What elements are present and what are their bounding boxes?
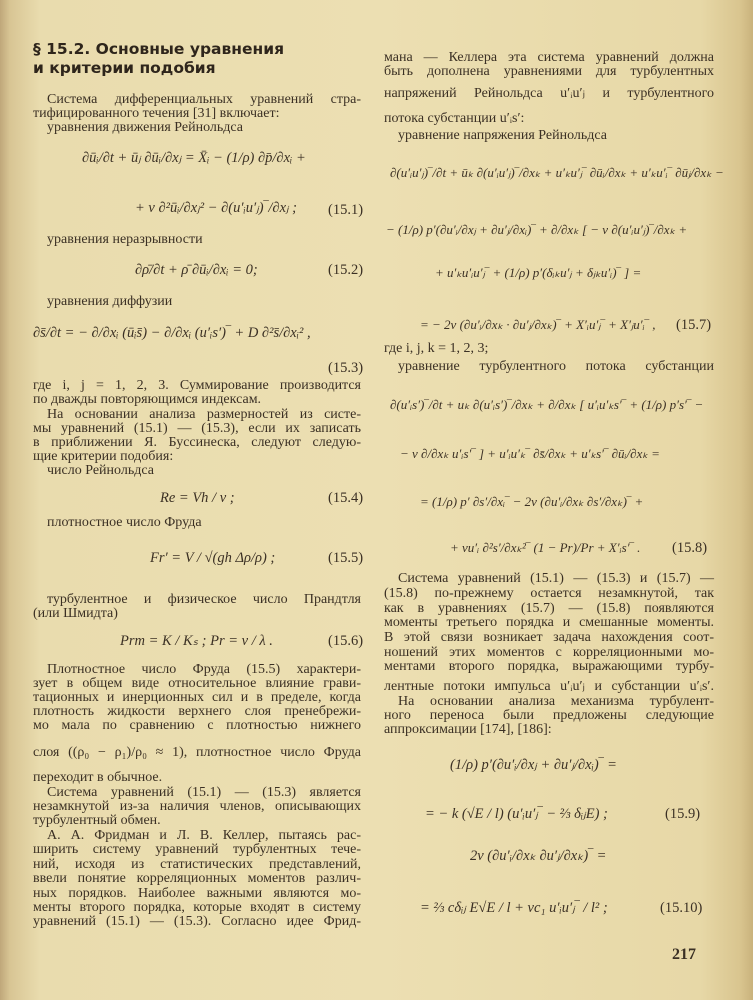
- text-line: Система уравнений (15.1) — (15.3) и (15.7) —: [398, 571, 714, 586]
- text-line: уравнения диффузии: [47, 294, 173, 309]
- text-line: щие критерии подобия:: [33, 449, 174, 464]
- equation-15-8-d: + νu′ᵢ ∂²s′/∂xₖ²‾ (1 − Pr)/Pr + X′ᵢs′‾ .: [450, 540, 641, 555]
- text-line: Система уравнений (15.1) — (15.3) является: [47, 785, 361, 800]
- equation-number: (15.9): [665, 806, 701, 822]
- text-line: уравнения движения Рейнольдса: [47, 120, 244, 135]
- text-line: лентные потоки импульса u′ᵢu′ⱼ и субстанции u′ᵢs′.: [384, 679, 714, 694]
- text-line: ного переноса были предложены следующие: [384, 708, 714, 723]
- text-line: ширить систему уравнений турбулентных тече-: [33, 842, 361, 857]
- equation-number: (15.10): [660, 900, 703, 916]
- text-line: ношений этих моментов с корреляционными мо-: [384, 645, 714, 660]
- text-line: (15.8) по-прежнему остается незамкнутой, так: [384, 586, 714, 601]
- equation-15-1-a: ∂ūᵢ/∂t + ūⱼ ∂ūᵢ/∂xⱼ = X̄ᵢ − (1/ρ) ∂p̄/∂xᵢ +: [82, 150, 306, 166]
- text-line: тифицированного течения [31] включает:: [33, 106, 280, 121]
- text-line: турбулентное и физическое число Прандтля: [47, 592, 361, 607]
- text-line: аппроксимации [174], [186]:: [384, 722, 552, 737]
- text-line: переходит в обычное.: [33, 770, 163, 785]
- text-line: А. А. Фридман и Л. В. Келлер, пытаясь рас-: [47, 828, 361, 843]
- equation-15-4: Re = Vh / ν ;: [160, 490, 235, 506]
- equation-number: (15.4): [328, 490, 364, 506]
- section-heading-line2: и критерии подобия: [33, 59, 216, 77]
- equation-15-9-b: = − k (√E / l) (u′ᵢu′ⱼ‾ − ⅔ δᵢⱼE) ;: [425, 806, 608, 822]
- text-line: уравнений (15.1) — (15.3). Согласно идее Фрид-: [33, 914, 361, 929]
- equation-15-2: ∂ρ̄/∂t + ρ̄ ∂ūᵢ/∂xᵢ = 0;: [135, 262, 258, 278]
- text-line: уравнения неразрывности: [47, 232, 203, 247]
- text-line: слоя ((ρ₀ − ρ₁)/ρ₀ ≈ 1), плотностное число Фруда: [33, 745, 361, 760]
- text-line: тационных и инерционных сил и в пределе, когда: [33, 690, 361, 705]
- equation-number: (15.6): [328, 633, 364, 649]
- text-line: быть дополнена уравнениями для турбулентных: [384, 64, 714, 79]
- equation-number: (15.3): [328, 360, 364, 376]
- text-line: напряжений Рейнольдса u′ᵢu′ⱼ и турбулентного: [384, 86, 714, 101]
- equation-15-9-a: (1/ρ) p′(∂u′ᵢ/∂xⱼ + ∂u′ⱼ/∂xᵢ)‾ =: [450, 757, 617, 773]
- equation-15-1-b: + ν ∂²ūᵢ/∂xⱼ² − ∂(u′ᵢu′ⱼ)‾/∂xⱼ ;: [135, 200, 298, 216]
- equation-15-8-c: = (1/ρ) p′ ∂s′/∂xᵢ‾ − 2ν (∂u′ᵢ/∂xₖ ∂s′/∂xₖ)‾ +: [420, 494, 644, 509]
- text-line: число Рейнольдса: [47, 463, 154, 478]
- equation-15-6: Prт = K / Kₛ ; Pr = ν / λ .: [120, 633, 273, 649]
- text-line: ний, исходя из статистических представлений,: [33, 857, 361, 872]
- text-line: незамкнутой из-за наличия членов, описывающих: [33, 799, 361, 814]
- equation-15-10-b: = ⅔ cδᵢⱼ E√E / l + νc₁ u′ᵢu′ⱼ‾ / l² ;: [420, 900, 608, 916]
- text-line: На основании анализа механизма турбулент-: [398, 694, 714, 709]
- text-line: по дважды повторяющимся индексам.: [33, 392, 262, 407]
- text-line: Система дифференциальных уравнений стра-: [47, 92, 361, 107]
- text-line: уравнение турбулентного потока субстанции: [398, 359, 714, 374]
- equation-15-7-c: + u′ₖu′ᵢu′ⱼ‾ + (1/ρ) p′(δᵢₖu′ⱼ + δⱼₖu′ᵢ)‾ ] =: [435, 265, 642, 280]
- text-line: зует в общем виде относительное влияние грави-: [33, 676, 361, 691]
- equation-15-8-a: ∂(u′ᵢs′)‾/∂t + uₖ ∂(u′ᵢs′)‾/∂xₖ + ∂/∂xₖ [ u′ᵢu′ₖs′‾ + (1/ρ) p′s′‾ −: [390, 397, 704, 412]
- text-line: плотностное число Фруда: [47, 515, 202, 530]
- text-line: В этой связи возникает задача нахождения соот-: [384, 630, 714, 645]
- section-heading: § 15.2. Основные уравнения: [33, 40, 285, 58]
- text-line: плотность жидкости верхнего слоя пренебрежи-: [33, 704, 361, 719]
- text-line: мы уравнений (15.1) — (15.3), если их записать: [33, 421, 361, 436]
- equation-15-5: Fr′ = V / √(gh Δρ/ρ) ;: [150, 550, 276, 566]
- text-line: потока субстанции u′ᵢs′:: [384, 111, 525, 126]
- equation-15-3: ∂s̄/∂t = − ∂/∂xᵢ (ūᵢs̄) − ∂/∂xᵢ (u′ᵢs′)‾ + D ∂²s̄/∂xᵢ² ,: [33, 325, 311, 341]
- equation-number: (15.7): [676, 317, 712, 333]
- text-line: (или Шмидта): [33, 606, 118, 621]
- equation-number: (15.1): [328, 202, 364, 218]
- equation-15-7-d: = − 2ν (∂u′ᵢ/∂xₖ · ∂u′ⱼ/∂xₖ)‾ + X′ᵢu′ⱼ‾ + X′ⱼu′ᵢ‾ ,: [420, 317, 656, 332]
- text-line: как в уравнениях (15.7) — (15.8) появляются: [384, 601, 714, 616]
- text-line: где i, j = 1, 2, 3. Суммирование производится: [33, 378, 361, 393]
- text-line: На основании анализа размерностей из систе-: [47, 407, 361, 422]
- text-line: мана — Келлера эта система уравнений должна: [384, 50, 714, 65]
- equation-number: (15.2): [328, 262, 364, 278]
- text-line: ментами второго порядка, выражающими турбу-: [384, 659, 714, 674]
- equation-15-7-b: − (1/ρ) p′(∂u′ᵢ/∂xⱼ + ∂u′ⱼ/∂xᵢ)‾ + ∂/∂xₖ [ − ν ∂(u′ᵢu′ⱼ)‾/∂xₖ +: [386, 222, 688, 237]
- equation-number: (15.8): [672, 540, 708, 556]
- text-line: уравнение напряжения Рейнольдса: [398, 128, 608, 143]
- text-line: в приближении Я. Буссинеска, следуют следую-: [33, 435, 361, 450]
- text-line: где i, j, k = 1, 2, 3;: [384, 341, 489, 356]
- page-number: 217: [672, 946, 696, 963]
- equation-15-8-b: − ν ∂/∂xₖ u′ᵢs′‾ ] + u′ᵢu′ₖ‾ ∂s̄/∂xₖ + u′ₖs′‾ ∂ūᵢ/∂xₖ =: [400, 446, 660, 461]
- text-line: ных порядков. Наиболее важными являются мо-: [33, 886, 361, 901]
- text-line: моменты третьего порядка и смешанные моменты.: [384, 615, 714, 630]
- text-line: ввели понятие корреляционных моментов различ-: [33, 871, 361, 886]
- equation-number: (15.5): [328, 550, 364, 566]
- text-line: Плотностное число Фруда (15.5) характери-: [47, 662, 361, 677]
- text-line: турбулентный обмен.: [33, 813, 161, 828]
- equation-15-10-a: 2ν (∂u′ᵢ/∂xₖ ∂u′ⱼ/∂xₖ)‾ =: [470, 848, 607, 864]
- text-line: менты второго порядка, которые входят в систему: [33, 900, 361, 915]
- equation-15-7-a: ∂(u′ᵢu′ⱼ)‾/∂t + ūₖ ∂(u′ᵢu′ⱼ)‾/∂xₖ + u′ₖu′ⱼ‾ ∂ūᵢ/∂xₖ + u′ₖu′ᵢ‾ ∂ūⱼ/∂xₖ −: [390, 165, 724, 180]
- text-line: мо мала по сравнению с плотностью нижнего: [33, 718, 361, 733]
